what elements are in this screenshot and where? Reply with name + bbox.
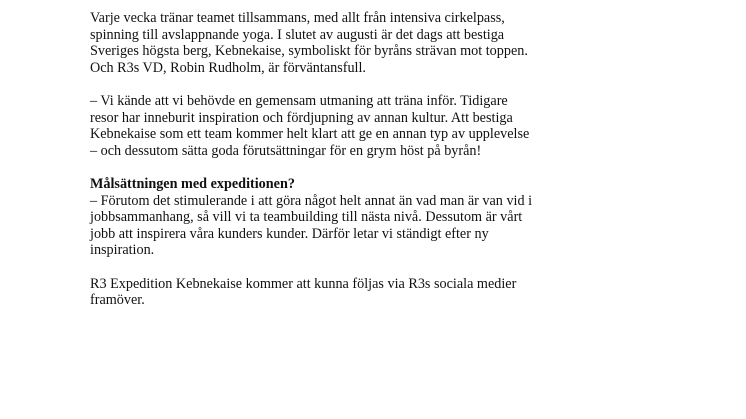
paragraph-follow-social-media: R3 Expedition Kebnekaise kommer att kunna följas via R3s sociala medier framöver. xyxy=(90,275,517,309)
section-expedition-goal xyxy=(90,176,690,259)
document-body xyxy=(90,10,690,325)
paragraph-quote-challenge: – Vi kände att vi behövde en gemensam utmaning att träna inför. Tidigare resor har inneburit inspiration och fördjupning av annan kultur. Att bestiga Kebnekaise som ett team kommer helt klart att ge en annan typ av upplevelse – och dessutom sätta goda förutsättningar för en grym höst på byrån! xyxy=(90,92,530,159)
section-heading: Målsättningen med expeditionen? xyxy=(90,175,295,192)
paragraph-expedition-goal: – Förutom det stimulerande i att göra något helt annat än vad man är van vid i jobbsammanhang, så vill vi ta teambuilding till nästa nivå. Dessutom är vårt jobb att inspirera våra kunders kunder. Därför letar vi ständigt efter ny inspiration. xyxy=(90,192,533,259)
paragraph-team-training: Varje vecka tränar teamet tillsammans, med allt från intensiva cirkelpass, spinning till avslappnande yoga. I slutet av augusti är det dags att bestiga Sveriges högsta berg, Kebnekaise, symboliskt för byråns strävan mot toppen. Och R3s VD, Robin Rudholm, är förväntansfull. xyxy=(90,10,528,76)
